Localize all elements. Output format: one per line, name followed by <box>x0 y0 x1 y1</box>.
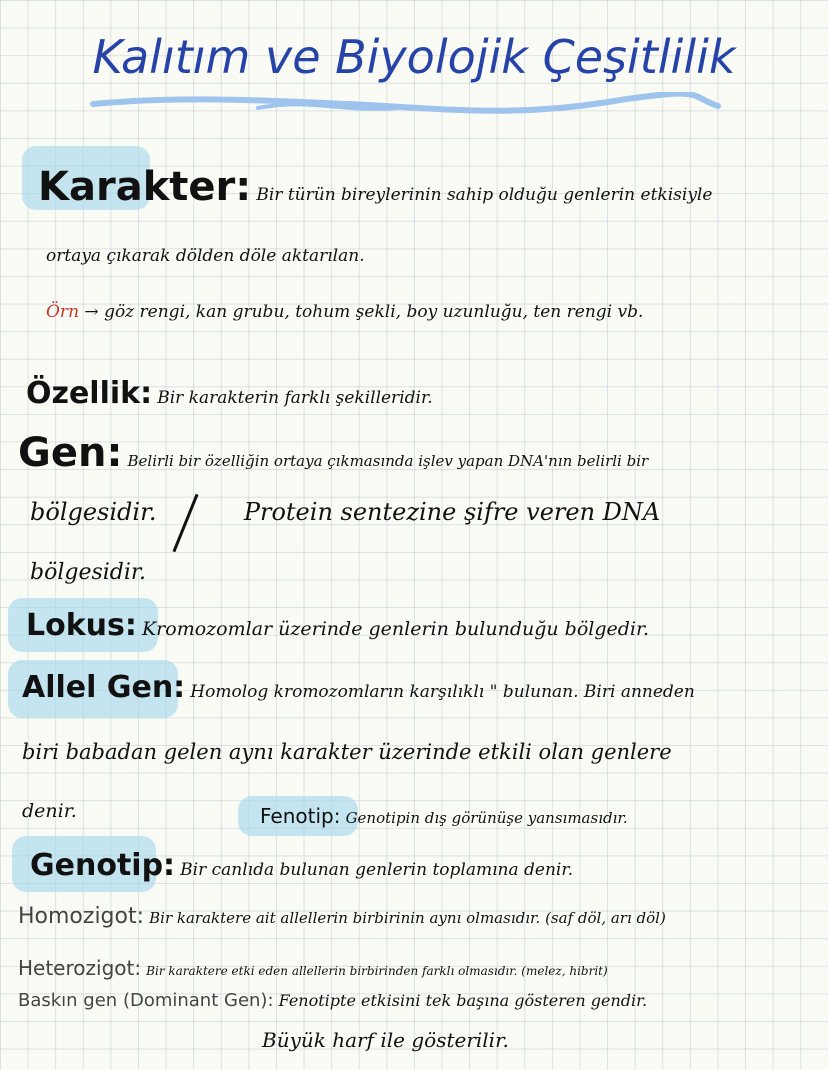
allel-line3: denir. <box>22 800 77 822</box>
gen-definition: Belirli bir özelliğin ortaya çıkmasında işlev yapan DNA'nın belirli bir <box>127 452 649 470</box>
gen-line3: bölgesidir. <box>30 560 147 585</box>
karakter-term: Karakter: <box>38 164 252 210</box>
karakter-line <box>38 164 712 210</box>
homozigot-line <box>18 904 666 929</box>
karakter-definition: Bir türün bireylerinin sahip olduğu genlerin etkisiyle <box>256 185 713 205</box>
lokus-definition: Kromozomlar üzerinde genlerin bulunduğu bölgedir. <box>141 618 650 640</box>
baskin-definition: Fenotipte etkisini tek başına gösteren gendir. <box>278 991 648 1010</box>
lokus-line <box>26 608 649 643</box>
fenotip-definition: Genotipin dış görünüşe yansımasıdır. <box>345 809 628 827</box>
ozellik-line <box>26 376 433 411</box>
page-title: Kalıtım ve Biyolojik Çeşitlilik <box>92 30 736 84</box>
heterozigot-line <box>18 956 608 980</box>
genotip-term: Genotip: <box>30 848 176 883</box>
gen-term: Gen: <box>18 430 123 476</box>
gen-line2a: bölgesidir. <box>30 498 157 526</box>
example-label: Örn <box>46 302 80 322</box>
fenotip-line <box>260 804 628 828</box>
karakter-line2: ortaya çıkarak dölden döle aktarılan. <box>46 246 365 266</box>
homozigot-definition: Bir karaktere ait allellerin birbirinin aynı olmasıdır. (saf döl, arı döl) <box>149 909 666 927</box>
heterozigot-term: Heterozigot: <box>18 956 142 980</box>
baskin-line2: Büyük harf ile gösterilir. <box>262 1028 509 1052</box>
ozellik-term: Özellik: <box>26 376 153 411</box>
fenotip-term: Fenotip: <box>260 804 341 828</box>
example-text: → göz rengi, kan grubu, tohum şekli, boy uzunluğu, ten rengi vb. <box>84 302 644 322</box>
gen-line2b: Protein sentezine şifre veren DNA <box>243 498 661 526</box>
allel-line <box>22 670 695 705</box>
ozellik-definition: Bir karakterin farklı şekilleridir. <box>157 388 433 408</box>
baskin-line <box>18 990 647 1011</box>
lokus-term: Lokus: <box>26 608 137 643</box>
gen-line <box>18 430 648 476</box>
allel-line2: biri babadan gelen aynı karakter üzerinde etkili olan genlere <box>22 740 672 764</box>
allel-term: Allel Gen: <box>22 670 186 705</box>
karakter-example <box>46 302 643 322</box>
baskin-term: Baskın gen (Dominant Gen): <box>18 990 274 1011</box>
gen-line2 <box>30 498 660 526</box>
heterozigot-definition: Bir karaktere etki eden allellerin birbirinden farklı olmasıdır. (melez, hibrit) <box>146 964 608 978</box>
title-underline <box>88 92 728 132</box>
homozigot-term: Homozigot: <box>18 904 145 929</box>
genotip-definition: Bir canlıda bulunan genlerin toplamına denir. <box>180 860 574 880</box>
genotip-line <box>30 848 573 883</box>
allel-definition: Homolog kromozomların karşılıklı " bulunan. Biri anneden <box>190 682 695 702</box>
